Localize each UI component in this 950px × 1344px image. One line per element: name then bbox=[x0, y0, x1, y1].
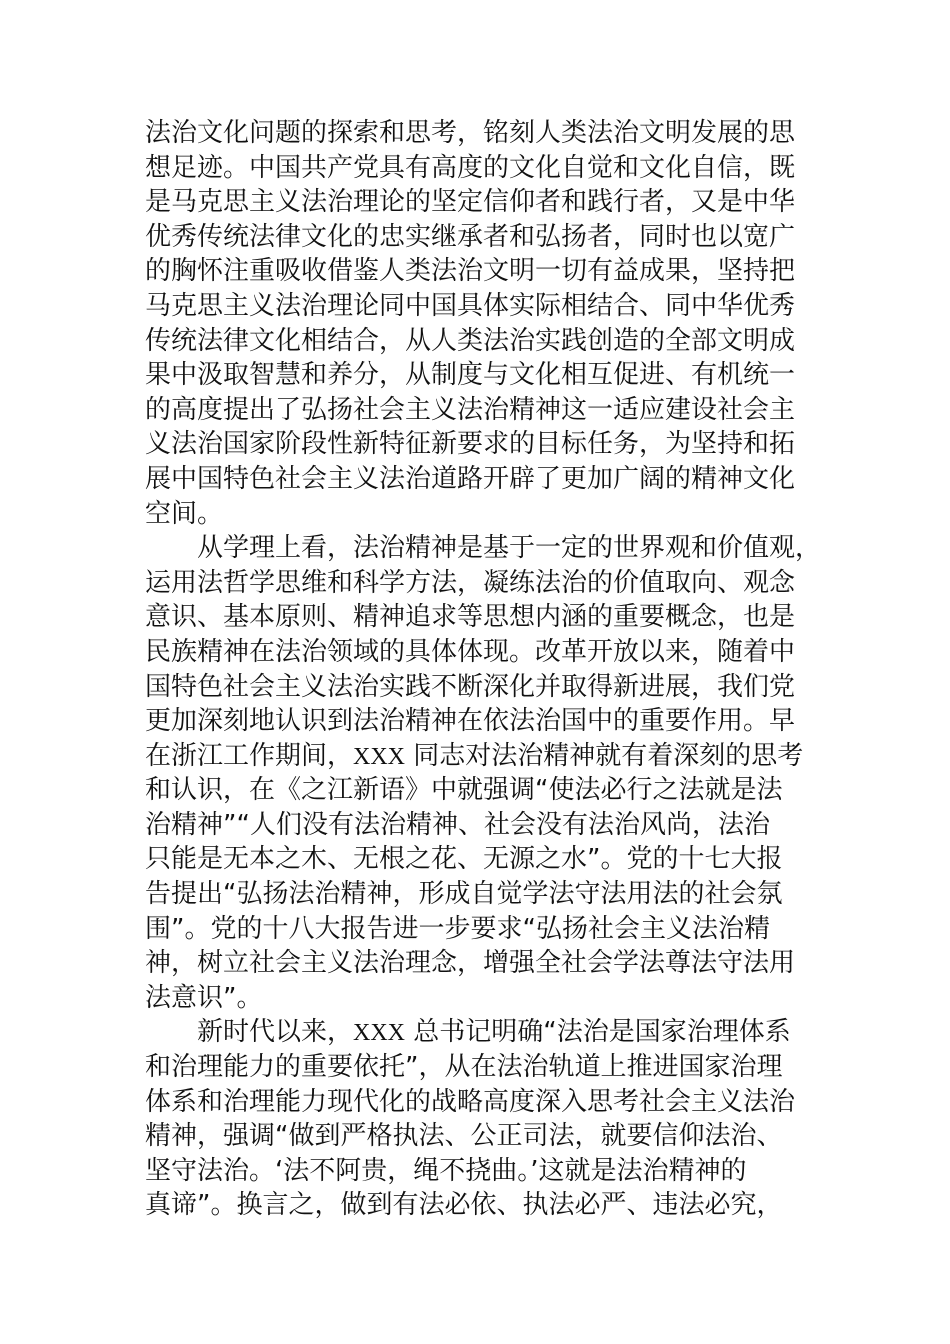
text-line: 体系和治理能力现代化的战略高度深入思考社会主义法治 bbox=[145, 1086, 796, 1117]
text-line: 和治理能力的重要依托”，从在法治轨道上推进国家治理 bbox=[145, 1052, 783, 1083]
text-line: 马克思主义法治理论同中国具体实际相结合、同中华优秀 bbox=[145, 290, 796, 321]
text-line: 真谛”。换言之，做到有法必依、执法必严、违法必究， bbox=[145, 1190, 783, 1221]
document-body bbox=[145, 116, 845, 1223]
text-line: 更加深刻地认识到法治精神在依法治国中的重要作用。早 bbox=[145, 706, 796, 737]
text-line: 在浙江工作期间，XXX 同志对法治精神就有着深刻的思考 bbox=[145, 740, 804, 771]
text-line: 国特色社会主义法治实践不断深化并取得新进展，我们党 bbox=[145, 671, 796, 702]
text-line: 围”。党的十八大报告进一步要求“弘扬社会主义法治精 bbox=[145, 913, 770, 944]
text-line: 精神，强调“做到严格执法、公正司法，就要信仰法治、 bbox=[145, 1121, 783, 1152]
paragraph bbox=[145, 116, 845, 531]
text-line: 优秀传统法律文化的忠实继承者和弘扬者，同时也以宽广 bbox=[145, 221, 796, 252]
text-line: 只能是无本之木、无根之花、无源之水”。党的十七大报 bbox=[145, 844, 783, 875]
text-line: 运用法哲学思维和科学方法，凝练法治的价值取向、观念 bbox=[145, 567, 796, 598]
text-line: 果中汲取智慧和养分，从制度与文化相互促进、有机统一 bbox=[145, 360, 796, 391]
text-line: 空间。 bbox=[145, 498, 224, 529]
text-line: 神，树立社会主义法治理念，增强全社会学法尊法守法用 bbox=[145, 948, 796, 979]
text-line: 意识、基本原则、精神追求等思想内涵的重要概念，也是 bbox=[145, 602, 796, 633]
paragraph bbox=[145, 531, 845, 1015]
text-line: 治精神”“人们没有法治精神、社会没有法治风尚，法治 bbox=[145, 809, 770, 840]
text-line: 义法治国家阶段性新特征新要求的目标任务，为坚持和拓 bbox=[145, 429, 796, 460]
text-line: 告提出“弘扬法治精神，形成自觉学法守法用法的社会氛 bbox=[145, 879, 783, 910]
text-line: 是马克思主义法治理论的坚定信仰者和践行者，又是中华 bbox=[145, 187, 796, 218]
text-line: 的高度提出了弘扬社会主义法治精神这一适应建设社会主 bbox=[145, 394, 796, 425]
text-line: 展中国特色社会主义法治道路开辟了更加广阔的精神文化 bbox=[145, 463, 796, 494]
text-line: 想足迹。中国共产党具有高度的文化自觉和文化自信，既 bbox=[145, 152, 796, 183]
text-line: 新时代以来，XXX 总书记明确“法治是国家治理体系 bbox=[197, 1017, 791, 1048]
text-line: 和认识，在《之江新语》中就强调“使法必行之法就是法 bbox=[145, 775, 783, 806]
text-line: 法治文化问题的探索和思考，铭刻人类法治文明发展的思 bbox=[145, 118, 796, 148]
text-line: 法意识”。 bbox=[145, 982, 263, 1013]
text-line: 民族精神在法治领域的具体体现。改革开放以来，随着中 bbox=[145, 636, 796, 667]
text-line: 的胸怀注重吸收借鉴人类法治文明一切有益成果，坚持把 bbox=[145, 256, 796, 287]
text-line: 从学理上看，法治精神是基于一定的世界观和价值观， bbox=[197, 533, 822, 564]
text-line: 传统法律文化相结合，从人类法治实践创造的全部文明成 bbox=[145, 325, 796, 356]
text-line: 坚守法治。‘法不阿贵，绳不挠曲。’这就是法治精神的 bbox=[145, 1155, 747, 1186]
paragraph bbox=[145, 1015, 845, 1223]
